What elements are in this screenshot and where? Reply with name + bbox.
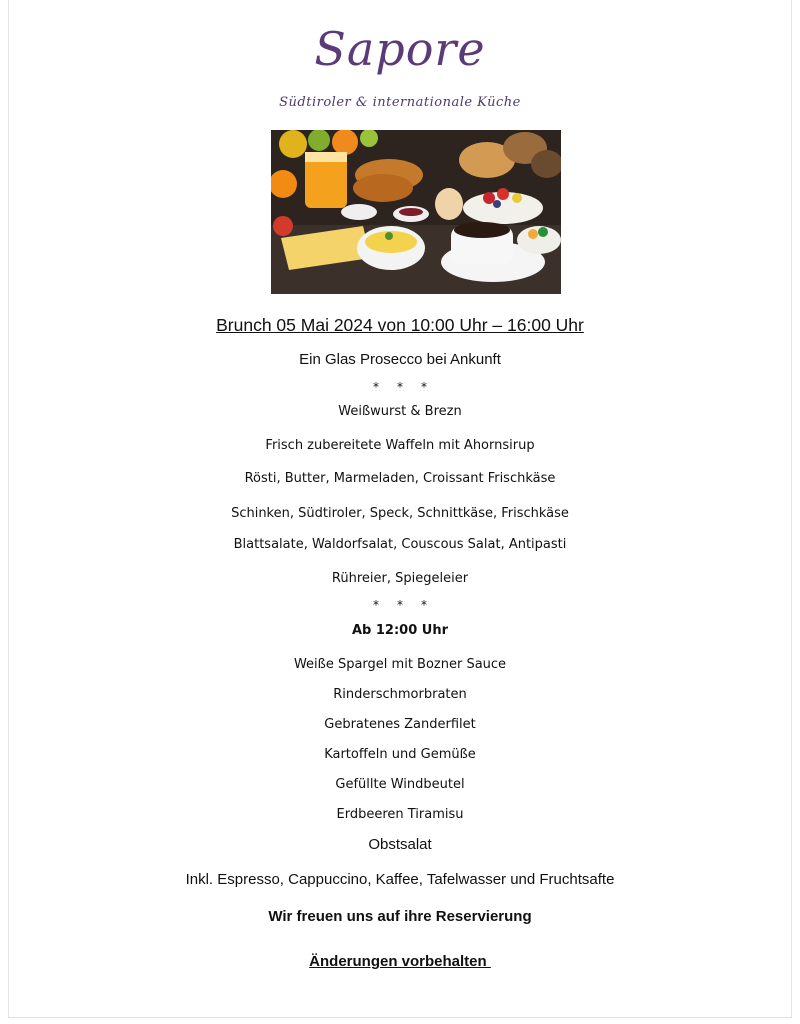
menu-item: Gefüllte Windbeutel	[335, 777, 465, 792]
closing-note: Wir freuen uns auf ihre Reservierung	[268, 908, 532, 925]
separator-star: *	[421, 380, 427, 394]
breakfast-illustration	[271, 130, 561, 294]
separator-star: *	[421, 598, 427, 612]
menu-item: Obstsalat	[368, 836, 432, 853]
separator-star: *	[373, 380, 379, 394]
menu-item: Blattsalate, Waldorfsalat, Couscous Salat, Antipasti	[233, 537, 567, 552]
separator-star: *	[397, 380, 403, 394]
menu-item: Kartoffeln und Gemüße	[324, 747, 476, 762]
menu-item: Rösti, Butter, Marmeladen, Croissant Frischkäse	[244, 471, 556, 486]
breakfast-photo	[271, 130, 561, 294]
separator-star: *	[397, 598, 403, 612]
drinks-included: Inkl. Espresso, Cappuccino, Kaffee, Tafelwasser und Fruchtsafte	[185, 871, 615, 888]
brunch-title: Brunch 05 Mai 2024 von 10:00 Uhr – 16:00 Uhr	[216, 315, 584, 335]
menu-item: Erdbeeren Tiramisu	[336, 807, 464, 822]
separator-star: *	[373, 598, 379, 612]
separator	[0, 380, 800, 394]
menu-item: Weiße Spargel mit Bozner Sauce	[293, 657, 507, 672]
menu-item: Schinken, Südtiroler, Speck, Schnittkäse, Frischkäse	[231, 506, 569, 521]
menu-item: Weißwurst & Brezn	[338, 404, 462, 419]
menu-item: Rühreier, Spiegeleier	[331, 571, 469, 586]
menu-item: Gebratenes Zanderfilet	[324, 717, 476, 732]
changes-notice: Änderungen vorbehalten	[309, 953, 491, 970]
noon-heading: Ab 12:00 Uhr	[351, 623, 449, 638]
menu-item: Frisch zubereitete Waffeln mit Ahornsirup	[265, 438, 535, 453]
separator	[0, 598, 800, 612]
menu-item: Rinderschmorbraten	[333, 687, 467, 702]
brand-logo: Sapore	[314, 22, 486, 76]
welcome-drink: Ein Glas Prosecco bei Ankunft	[299, 351, 501, 368]
brand-tagline: Südtiroler & internationale Küche	[279, 95, 521, 110]
